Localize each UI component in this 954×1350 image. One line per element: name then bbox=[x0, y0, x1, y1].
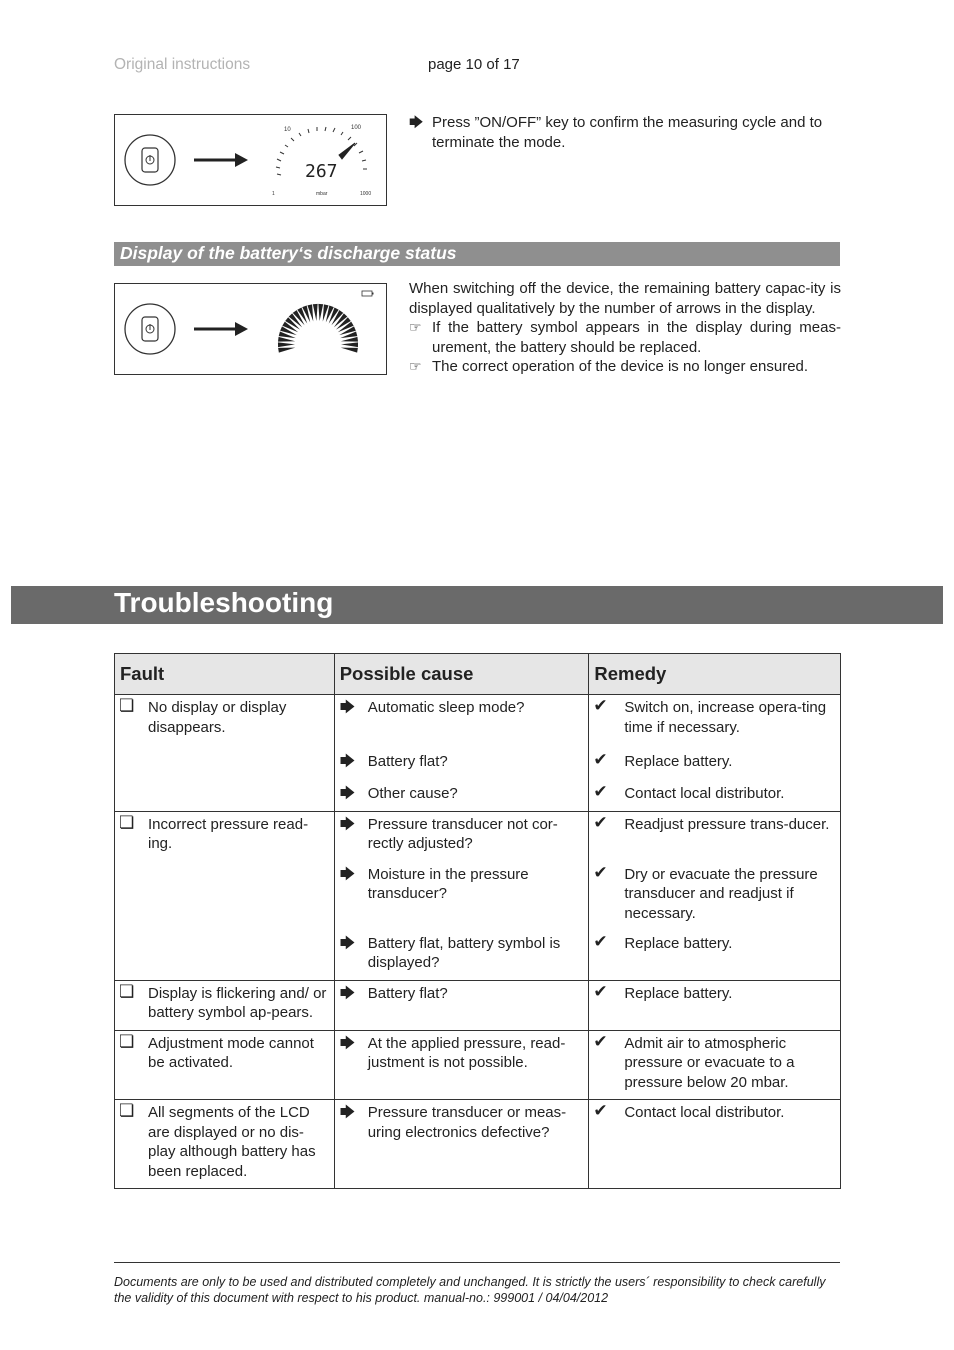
cause-cell: 🡆 Automatic sleep mode? 🡆 Battery flat? 🡆 Other cause? bbox=[334, 695, 589, 812]
gauge-reading: 267 bbox=[305, 161, 338, 182]
checkmark-icon: ✔ bbox=[593, 812, 608, 832]
checkmark-icon: ✔ bbox=[593, 1101, 608, 1120]
table-row bbox=[115, 1030, 841, 1100]
right-arrow-icon bbox=[194, 153, 248, 167]
troubleshooting-table bbox=[114, 653, 841, 1189]
device-display-illustration bbox=[115, 115, 386, 205]
fault-cell: ❏ All segments of the LCD are displayed or no dis-play although battery has been replaced. bbox=[115, 1100, 335, 1189]
right-arrow-icon: 🡆 bbox=[339, 699, 356, 716]
cause-cell: 🡆 Battery flat? bbox=[334, 980, 589, 1030]
checkbox-icon: ❏ bbox=[119, 812, 135, 832]
cause-cell: 🡆 Pressure transducer not cor-rectly adjusted? 🡆 Moisture in the pressure transducer? 🡆 Battery flat, battery symbol is displayed? bbox=[334, 811, 589, 980]
right-arrow-icon: 🡆 bbox=[339, 753, 356, 770]
column-header-cause: Possible cause bbox=[334, 654, 589, 695]
checkmark-icon: ✔ bbox=[593, 782, 608, 801]
right-arrow-icon: 🡆 bbox=[339, 1034, 356, 1052]
pointing-hand-icon: ☞ bbox=[409, 358, 422, 374]
battery-arrow-segment bbox=[278, 342, 295, 347]
fault-cell: ❏ Display is flickering and/ or battery symbol ap-pears. bbox=[115, 980, 335, 1030]
right-arrow-icon: 🡆 bbox=[339, 815, 356, 833]
table-row bbox=[115, 811, 841, 980]
fault-cell: ❏ Incorrect pressure read-ing. bbox=[115, 811, 335, 980]
table-row bbox=[115, 695, 841, 812]
remedy-cell: ✔ Replace battery. bbox=[589, 980, 841, 1030]
right-arrow-icon: 🡆 bbox=[339, 865, 356, 883]
table-row bbox=[115, 1100, 841, 1189]
right-arrow-icon: 🡆 bbox=[409, 114, 424, 130]
svg-text:100: 100 bbox=[351, 125, 362, 131]
svg-text:mbar: mbar bbox=[316, 191, 328, 197]
figure-confirm-measuring bbox=[114, 114, 387, 206]
battery-arrows-icon bbox=[278, 304, 358, 353]
battery-note: ☞ If the battery symbol appears in the display during meas-urement, the battery should be replaced. bbox=[409, 319, 841, 356]
footer-disclaimer: Documents are only to be used and distributed completely and unchanged. It is strictly the users´ responsibility to check carefully the validity of this document with respect to his product. manual-no.: 999001 / 04/04/2012 bbox=[114, 1275, 826, 1305]
on-off-key-icon bbox=[125, 304, 175, 354]
column-header-remedy: Remedy bbox=[589, 654, 841, 695]
checkmark-icon: ✔ bbox=[593, 931, 608, 951]
troubleshooting-heading: Troubleshooting bbox=[11, 586, 943, 624]
right-arrow-icon: 🡆 bbox=[339, 785, 356, 802]
battery-intro: When switching off the device, the remaining battery capac-ity is displayed qualitatively by the number of arrows in the display. bbox=[409, 280, 841, 317]
remedy-cell: ✔ Contact local distributor. bbox=[589, 1100, 841, 1189]
table-row bbox=[115, 980, 841, 1030]
right-arrow-icon: 🡆 bbox=[339, 934, 356, 952]
svg-text:10: 10 bbox=[284, 127, 291, 133]
battery-description bbox=[409, 279, 841, 377]
header-left-text: Original instructions bbox=[114, 56, 251, 73]
svg-text:1000: 1000 bbox=[360, 191, 372, 197]
cause-cell: 🡆 At the applied pressure, read-justment is not possible. bbox=[334, 1030, 589, 1100]
battery-icon bbox=[362, 291, 374, 296]
battery-arrow-segment bbox=[341, 348, 358, 353]
table-header-row bbox=[115, 654, 841, 695]
page-number: page 10 of 17 bbox=[428, 56, 520, 73]
checkmark-icon: ✔ bbox=[593, 981, 608, 1001]
pointing-hand-icon: ☞ bbox=[409, 319, 422, 335]
checkmark-icon: ✔ bbox=[593, 750, 608, 769]
right-arrow-icon: 🡆 bbox=[339, 1104, 356, 1121]
checkbox-icon: ❏ bbox=[119, 1101, 135, 1120]
checkbox-icon: ❏ bbox=[119, 981, 135, 1001]
cause-cell: 🡆 Pressure transducer or meas-uring electronics defective? bbox=[334, 1100, 589, 1189]
on-off-key-icon bbox=[125, 135, 175, 185]
battery-section-heading: Display of the battery‘s discharge status bbox=[114, 242, 840, 266]
battery-arrow-segment bbox=[313, 304, 318, 321]
remedy-cell: ✔ Admit air to atmospheric pressure or evacuate to a pressure below 20 mbar. bbox=[589, 1030, 841, 1100]
footer-divider bbox=[114, 1262, 840, 1263]
battery-arrow-segment bbox=[323, 304, 329, 321]
column-header-fault: Fault bbox=[115, 654, 335, 695]
checkmark-icon: ✔ bbox=[593, 1031, 608, 1051]
right-arrow-icon: 🡆 bbox=[339, 984, 356, 1002]
checkmark-icon: ✔ bbox=[593, 696, 608, 715]
checkbox-icon: ❏ bbox=[119, 696, 135, 715]
right-arrow-icon bbox=[194, 322, 248, 336]
battery-arrow-segment bbox=[318, 304, 323, 321]
battery-arrow-segment bbox=[341, 342, 358, 347]
battery-arrow-segment bbox=[278, 348, 295, 353]
checkmark-icon: ✔ bbox=[593, 862, 608, 882]
figure-battery-status bbox=[114, 283, 387, 375]
fault-cell: ❏ No display or display disappears. bbox=[115, 695, 335, 812]
remedy-cell: ✔ Readjust pressure trans-ducer. ✔ Dry or evacuate the pressure transducer and readjust if necessary. ✔ Replace battery. bbox=[589, 811, 841, 980]
confirm-instruction: 🡆 Press ”ON/OFF” key to confirm the measuring cycle and to terminate the mode. bbox=[409, 114, 823, 151]
remedy-cell: ✔ Switch on, increase opera-ting time if necessary. ✔ Replace battery. ✔ Contact local distributor. bbox=[589, 695, 841, 812]
battery-arrow-segment bbox=[307, 304, 313, 321]
fault-cell: ❏ Adjustment mode cannot be activated. bbox=[115, 1030, 335, 1100]
battery-display-illustration bbox=[115, 284, 386, 374]
svg-text:1: 1 bbox=[272, 191, 275, 197]
checkbox-icon: ❏ bbox=[119, 1031, 135, 1051]
battery-note: ☞ The correct operation of the device is no longer ensured. bbox=[409, 358, 809, 375]
